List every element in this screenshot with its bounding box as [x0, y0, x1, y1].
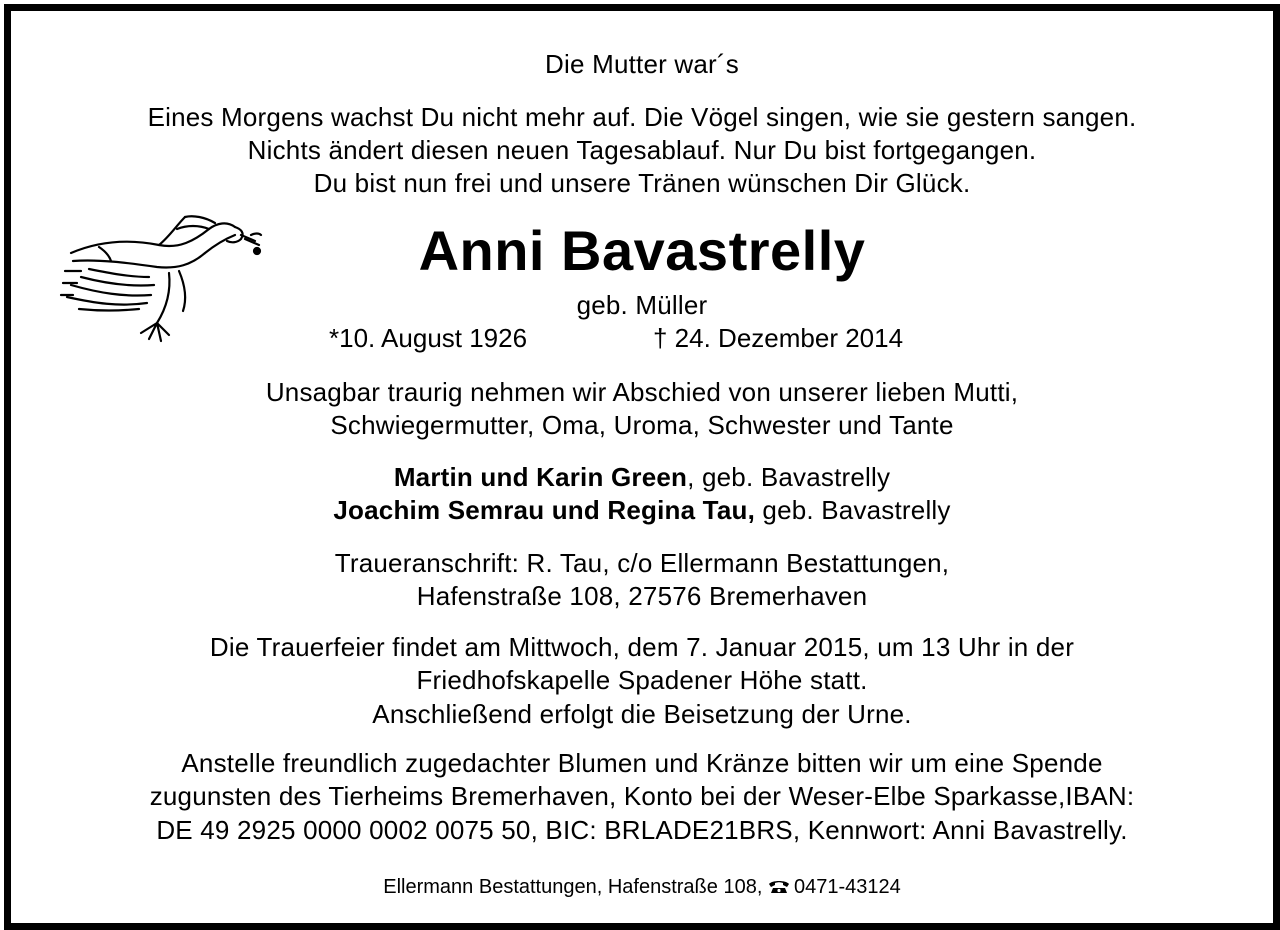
footer-phone: 0471-43124 [793, 876, 901, 898]
mourner-line-1 [11, 462, 1273, 492]
mourner-suffix-1: , geb. Bavastrelly [687, 462, 891, 492]
ceremony-line-2: Friedhofskapelle Spadener Höhe statt. [416, 665, 868, 695]
mourner-line-2 [11, 495, 1273, 525]
poem-line-3: Du bist nun frei und unsere Tränen wünschen Dir Glück. [313, 168, 971, 198]
poem-line-2: Nichts ändert diesen neuen Tagesablauf. Nur Du bist fortgegangen. [247, 135, 1037, 165]
farewell-line-2: Schwiegermutter, Oma, Uroma, Schwester und Tante [330, 410, 954, 440]
obituary-frame [4, 4, 1280, 930]
birth-date: *10. August 1926 [329, 323, 528, 353]
address-line-1: Traueranschrift: R. Tau, c/o Ellermann Bestattungen, [334, 548, 950, 578]
death-date: † 24. Dezember 2014 [653, 323, 904, 353]
footer-company: Ellermann Bestattungen, Hafenstraße 108, [383, 876, 763, 898]
ceremony-line-1: Die Trauerfeier findet am Mittwoch, dem 7. Januar 2015, um 13 Uhr in der [209, 632, 1075, 662]
deceased-name: Anni Bavastrelly [418, 219, 866, 282]
footer-contact [11, 875, 1273, 899]
mourner-names-2: Joachim Semrau und Regina Tau, [333, 495, 755, 525]
mourner-suffix-2: geb. Bavastrelly [755, 495, 951, 525]
donation-line-1: Anstelle freundlich zugedachter Blumen und Kränze bitten wir um eine Spende [181, 748, 1103, 778]
life-dates [11, 323, 1273, 353]
donation-line-3: DE 49 2925 0000 0002 0075 50, BIC: BRLADE21BRS, Kennwort: Anni Bavastrelly. [156, 815, 1128, 845]
maiden-name: geb. Müller [576, 290, 708, 320]
poem-line-1: Eines Morgens wachst Du nicht mehr auf. Die Vögel singen, wie sie gestern sangen. [147, 102, 1137, 132]
farewell-line-1: Unsagbar traurig nehmen wir Abschied von unserer lieben Mutti, [265, 377, 1019, 407]
address-line-2: Hafenstraße 108, 27576 Bremerhaven [416, 581, 868, 611]
mourner-names-1: Martin und Karin Green [393, 462, 688, 492]
telephone-icon [768, 880, 790, 894]
donation-line-2: zugunsten des Tierheims Bremerhaven, Konto bei der Weser-Elbe Sparkasse,IBAN: [149, 781, 1135, 811]
ceremony-line-3: Anschließend erfolgt die Beisetzung der Urne. [372, 699, 912, 729]
intro-heading: Die Mutter war´s [545, 49, 739, 79]
